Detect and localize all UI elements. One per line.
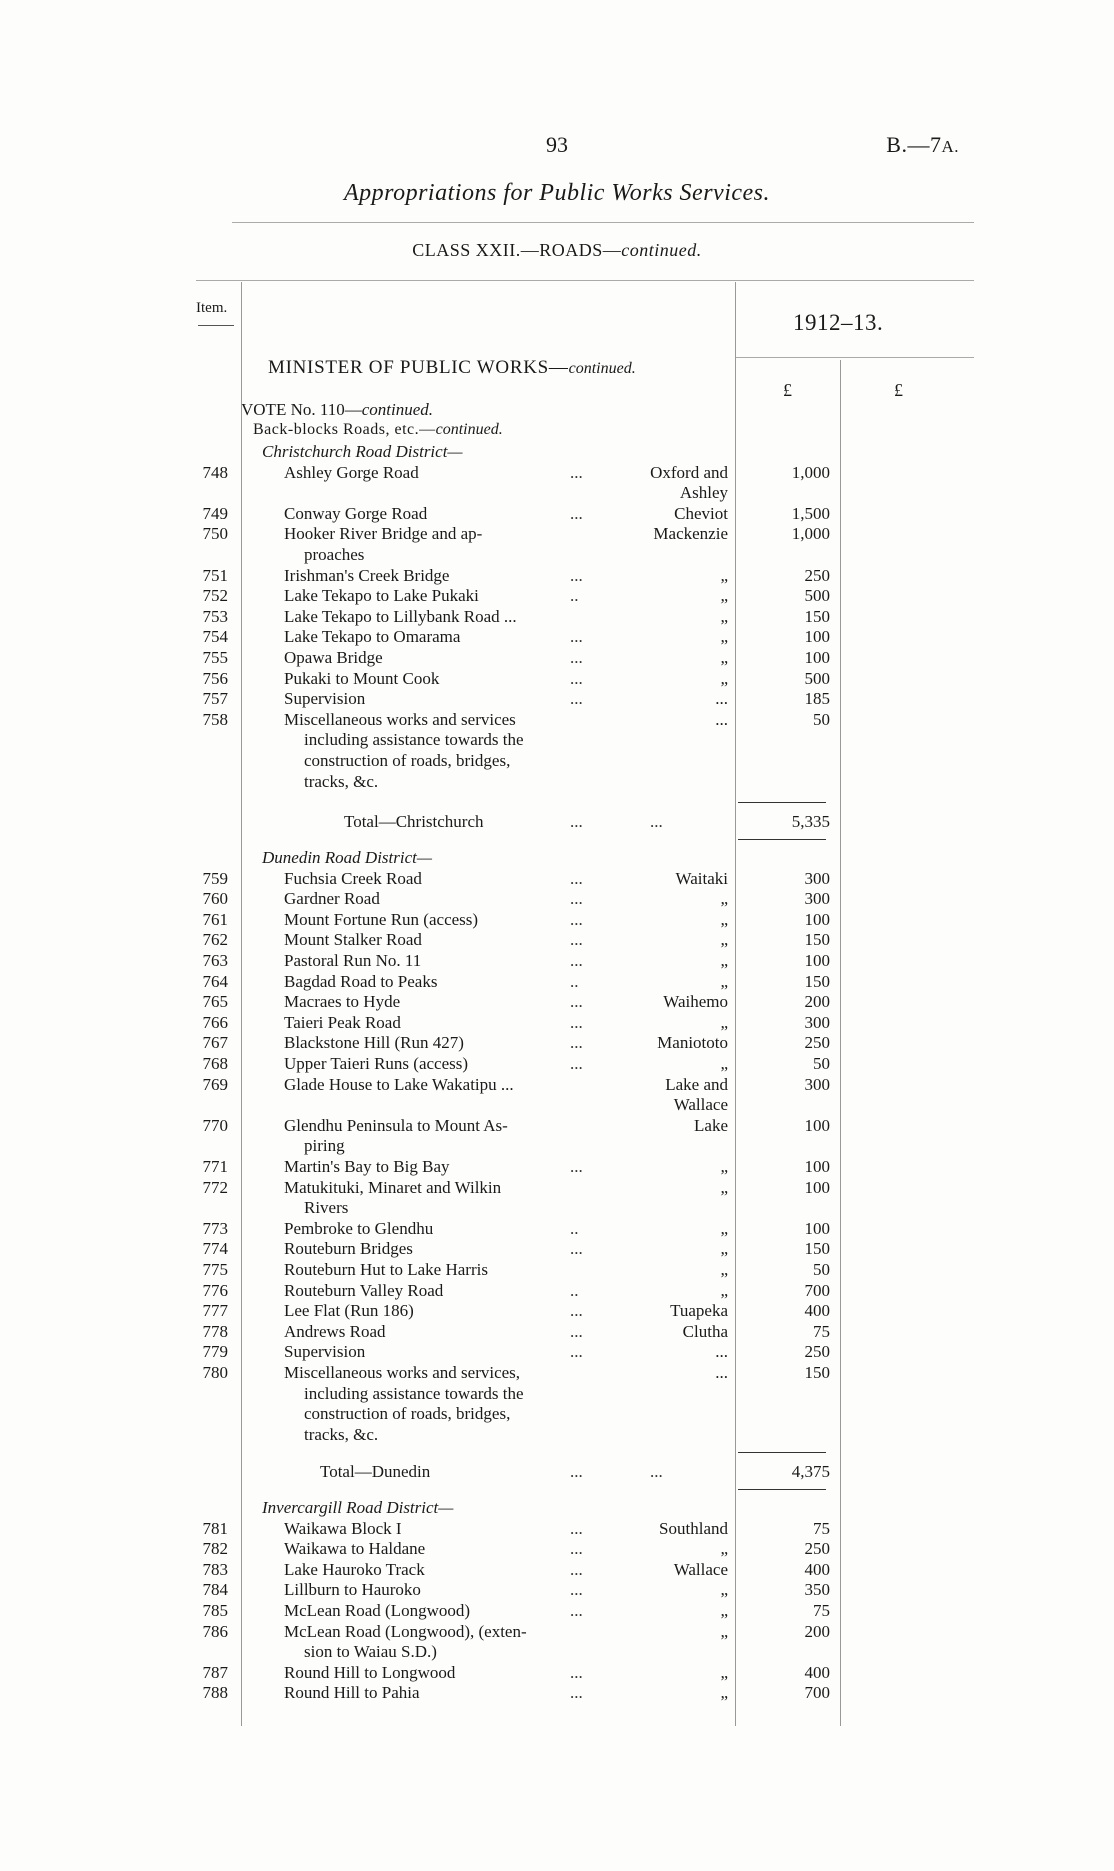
county-name: „ <box>720 648 728 667</box>
county-name: „ <box>720 1662 728 1682</box>
item-amount: 185 <box>804 689 830 709</box>
item-description: Macraes to Hyde <box>284 992 401 1012</box>
leader-dots: ... <box>650 812 663 831</box>
item-description: piring <box>304 1136 345 1156</box>
county-name: „ <box>720 1539 728 1559</box>
leader-dots: ... <box>570 1033 583 1053</box>
county-name: Clutha <box>682 1321 728 1341</box>
leader-dots: ... <box>570 648 583 667</box>
county-name: Cheviot <box>674 503 728 523</box>
leader-dots: ... <box>570 1601 583 1620</box>
item-number: 773 <box>202 1218 228 1238</box>
item-number: 786 <box>202 1621 228 1641</box>
pound-header-2: £ <box>894 380 903 400</box>
county-name: „ <box>720 1218 728 1238</box>
leader-dots: ... <box>570 565 583 585</box>
county-name: Ashley <box>679 483 728 503</box>
item-description: Andrews Road <box>284 1321 386 1341</box>
district-heading: Christchurch Road District— <box>262 442 463 461</box>
district-heading: Invercargill Road District— <box>262 1498 454 1517</box>
county-name: „ <box>720 1683 728 1703</box>
item-amount: 100 <box>804 1177 830 1197</box>
leader-dots: ... <box>570 462 583 482</box>
county-name: ... <box>715 709 728 729</box>
item-description: Lake Hauroko Track <box>284 1559 425 1579</box>
item-description: Glendhu Peninsula to Mount As- <box>284 1115 508 1135</box>
class-title-cont: continued. <box>621 240 702 260</box>
item-number: 770 <box>202 1115 228 1135</box>
item-amount: 500 <box>804 586 830 606</box>
leader-dots: ... <box>570 889 583 909</box>
item-amount: 150 <box>804 971 830 991</box>
leader-dots: ... <box>570 1054 583 1073</box>
item-amount: 100 <box>804 909 830 929</box>
item-description: including assistance towards the <box>304 730 524 750</box>
county-name: Lake and <box>665 1074 728 1094</box>
item-number: 775 <box>202 1260 228 1279</box>
item-number: 783 <box>202 1559 228 1579</box>
item-amount: 250 <box>804 1033 830 1053</box>
leader-dots: .. <box>570 1218 579 1238</box>
item-description: tracks, &c. <box>304 1424 379 1444</box>
county-name: ... <box>715 1342 728 1362</box>
item-number: 762 <box>202 930 228 950</box>
leader-dots: ... <box>570 1321 583 1341</box>
county-name: „ <box>720 1601 728 1620</box>
county-name: „ <box>720 565 728 585</box>
page-reference <box>886 132 959 158</box>
item-number: 778 <box>202 1321 228 1341</box>
item-number: 750 <box>202 524 228 544</box>
item-amount: 50 <box>813 1260 830 1279</box>
item-description: Rivers <box>304 1198 349 1218</box>
item-amount: 75 <box>813 1601 830 1620</box>
item-description: Round Hill to Longwood <box>284 1662 456 1682</box>
item-amount: 100 <box>804 627 830 647</box>
item-amount: 400 <box>804 1662 830 1682</box>
leader-dots: ... <box>570 627 583 647</box>
item-number: 767 <box>202 1033 228 1053</box>
ministry-heading <box>268 357 636 379</box>
item-description: Fuchsia Creek Road <box>284 868 422 888</box>
item-amount: 50 <box>813 1054 830 1073</box>
county-name: Wallace <box>673 1559 728 1579</box>
leader-dots: ... <box>570 909 583 929</box>
item-description: including assistance towards the <box>304 1383 524 1403</box>
page-title: Appropriations for Public Works Services. <box>343 180 771 206</box>
item-column-header: Item. <box>196 300 228 316</box>
item-number: 772 <box>202 1177 228 1197</box>
item-number: 757 <box>202 689 228 709</box>
county-name: „ <box>720 1260 728 1279</box>
back-blocks-cont: continued. <box>435 421 503 438</box>
county-name: Lake <box>694 1115 728 1135</box>
item-description: Gardner Road <box>284 889 380 909</box>
county-name: „ <box>720 930 728 950</box>
item-number: 782 <box>202 1539 228 1559</box>
leader-dots: .. <box>570 971 579 991</box>
item-description: sion to Waiau S.D.) <box>304 1642 437 1662</box>
leader-dots: .. <box>570 586 579 606</box>
leader-dots: ... <box>570 1012 583 1032</box>
item-description: tracks, &c. <box>304 771 379 791</box>
item-amount: 50 <box>813 709 830 729</box>
item-amount: 150 <box>804 1239 830 1259</box>
item-number: 749 <box>202 503 228 523</box>
county-name: „ <box>720 627 728 647</box>
class-title <box>0 240 1114 261</box>
county-name: „ <box>720 1580 728 1600</box>
vote-heading <box>241 400 433 420</box>
pound-header-1: £ <box>783 380 792 400</box>
item-number: 759 <box>202 868 228 888</box>
item-amount: 300 <box>804 868 830 888</box>
leader-dots: ... <box>570 1342 583 1362</box>
leader-dots: ... <box>570 868 583 888</box>
total-bottom-rule <box>738 839 826 840</box>
item-description: Lake Tekapo to Lillybank Road ... <box>284 606 517 626</box>
item-description: Matukituki, Minaret and Wilkin <box>284 1177 502 1197</box>
county-name: „ <box>720 1157 728 1176</box>
county-name: Southland <box>659 1518 728 1538</box>
leader-dots: ... <box>570 1662 583 1682</box>
item-amount: 150 <box>804 1363 830 1382</box>
leader-dots: ... <box>650 1462 663 1481</box>
leader-dots: ... <box>570 1301 583 1321</box>
vote-cont: continued. <box>361 400 434 419</box>
item-amount: 350 <box>804 1580 830 1600</box>
county-name: ... <box>715 689 728 709</box>
item-description: Miscellaneous works and services, <box>284 1363 521 1382</box>
item-amount: 300 <box>804 1074 830 1094</box>
item-number: 776 <box>202 1280 228 1300</box>
county-name: „ <box>720 1012 728 1032</box>
leader-dots: ... <box>570 1157 583 1176</box>
item-amount: 250 <box>804 1539 830 1559</box>
item-number: 765 <box>202 992 228 1012</box>
leader-dots: .. <box>570 1280 579 1300</box>
county-name: ... <box>715 1363 728 1382</box>
item-description: Pastoral Run No. 11 <box>284 951 422 970</box>
county-name: Maniototo <box>657 1033 728 1053</box>
item-description: Glade House to Lake Wakatipu ... <box>284 1074 514 1094</box>
leader-dots: ... <box>570 951 583 970</box>
leader-dots: ... <box>570 503 583 523</box>
item-amount: 300 <box>804 1012 830 1032</box>
item-description: Martin's Bay to Big Bay <box>284 1157 450 1176</box>
total-rule <box>738 1452 826 1453</box>
county-name: „ <box>720 889 728 909</box>
item-number: 781 <box>202 1518 228 1538</box>
item-description: Routeburn Valley Road <box>284 1280 444 1300</box>
back-blocks-heading <box>253 421 503 439</box>
item-amount: 150 <box>804 606 830 626</box>
county-name: „ <box>720 951 728 970</box>
item-number: 780 <box>202 1363 228 1382</box>
item-description: Waikawa to Haldane <box>284 1539 426 1559</box>
county-name: Mackenzie <box>653 524 728 544</box>
item-amount: 700 <box>804 1280 830 1300</box>
item-description: Opawa Bridge <box>284 648 383 667</box>
item-amount: 150 <box>804 930 830 950</box>
leader-dots: ... <box>570 1539 583 1559</box>
item-number: 785 <box>202 1601 228 1620</box>
total-rule <box>738 802 826 803</box>
item-number: 760 <box>202 889 228 909</box>
item-number: 764 <box>202 971 228 991</box>
item-description: Taieri Peak Road <box>284 1012 401 1032</box>
item-description: McLean Road (Longwood) <box>284 1601 471 1620</box>
item-description: Lee Flat (Run 186) <box>284 1301 414 1321</box>
county-name: „ <box>720 586 728 606</box>
item-amount: 250 <box>804 1342 830 1362</box>
vote-label: VOTE No. 110— <box>241 400 362 419</box>
county-name: Tuapeka <box>670 1301 728 1321</box>
item-description: Pukaki to Mount Cook <box>284 668 440 688</box>
county-name: „ <box>720 1280 728 1300</box>
item-description: Routeburn Bridges <box>284 1239 413 1259</box>
item-description: Blackstone Hill (Run 427) <box>284 1033 464 1053</box>
leader-dots: ... <box>570 1580 583 1600</box>
leader-dots: ... <box>570 668 583 688</box>
item-amount: 1,000 <box>791 462 830 482</box>
item-amount: 100 <box>804 1115 830 1135</box>
total-bottom-rule <box>738 1489 826 1490</box>
item-number: 748 <box>202 462 228 482</box>
county-name: Waitaki <box>675 868 728 888</box>
item-description: Routeburn Hut to Lake Harris <box>284 1260 488 1279</box>
leader-dots: ... <box>570 1559 583 1579</box>
total-column-divider <box>840 360 841 1726</box>
item-amount: 75 <box>813 1518 830 1538</box>
total-amount: 5,335 <box>791 812 830 831</box>
item-number: 777 <box>202 1301 228 1321</box>
item-number: 754 <box>202 627 228 647</box>
item-amount: 700 <box>804 1683 830 1703</box>
item-number: 788 <box>202 1683 228 1703</box>
county-name: „ <box>720 909 728 929</box>
item-number: 756 <box>202 668 228 688</box>
item-description: Bagdad Road to Peaks <box>284 971 438 991</box>
table-top-rule <box>196 280 974 281</box>
ministry-label: MINISTER OF PUBLIC WORKS— <box>268 357 569 378</box>
item-number: 761 <box>202 909 228 929</box>
item-amount: 300 <box>804 889 830 909</box>
item-description: construction of roads, bridges, <box>304 1404 511 1424</box>
item-description: Lake Tekapo to Omarama <box>284 627 461 647</box>
item-number: 769 <box>202 1074 228 1094</box>
year-column-header: 1912–13. <box>793 310 884 335</box>
class-title-label: CLASS XXII.—ROADS— <box>412 240 622 260</box>
item-description: Pembroke to Glendhu <box>284 1218 434 1238</box>
county-name: „ <box>720 1621 728 1641</box>
page-number: 93 <box>546 132 568 157</box>
item-description: Lillburn to Hauroko <box>284 1580 421 1600</box>
title-rule <box>232 222 974 223</box>
leader-dots: ... <box>570 1239 583 1259</box>
item-amount: 100 <box>804 951 830 970</box>
item-description: McLean Road (Longwood), (exten- <box>284 1621 527 1641</box>
item-description: Conway Gorge Road <box>284 503 428 523</box>
item-number: 755 <box>202 648 228 667</box>
item-amount: 100 <box>804 648 830 667</box>
county-name: Oxford and <box>650 462 728 482</box>
item-number: 768 <box>202 1054 228 1073</box>
county-name: Wallace <box>673 1095 728 1115</box>
item-number: 771 <box>202 1157 228 1176</box>
county-name: „ <box>720 1177 728 1197</box>
item-description: Miscellaneous works and services <box>284 709 516 729</box>
item-amount: 500 <box>804 668 830 688</box>
item-description: Supervision <box>284 1342 366 1362</box>
item-number: 766 <box>202 1012 228 1032</box>
item-description: construction of roads, bridges, <box>304 751 511 770</box>
page-ref-suffix: A. <box>941 137 959 156</box>
total-label: Total—Dunedin <box>320 1462 431 1481</box>
item-number: 779 <box>202 1342 228 1362</box>
leader-dots: ... <box>570 930 583 950</box>
leader-dots: ... <box>570 812 583 831</box>
item-amount: 400 <box>804 1559 830 1579</box>
item-header-underline <box>198 325 234 326</box>
item-description: Irishman's Creek Bridge <box>284 565 450 585</box>
leader-dots: ... <box>570 992 583 1012</box>
item-number: 784 <box>202 1580 228 1600</box>
item-amount: 1,000 <box>791 524 830 544</box>
county-name: Waihemo <box>663 992 728 1012</box>
item-amount: 75 <box>813 1321 830 1341</box>
item-description: Ashley Gorge Road <box>284 462 419 482</box>
leader-dots: ... <box>570 1518 583 1538</box>
item-description: proaches <box>304 545 365 564</box>
item-number: 787 <box>202 1662 228 1682</box>
leader-dots: ... <box>570 1462 583 1481</box>
item-number: 758 <box>202 709 228 729</box>
ministry-cont: continued. <box>568 360 636 377</box>
item-description: Upper Taieri Runs (access) <box>284 1054 469 1073</box>
county-name: „ <box>720 971 728 991</box>
item-description: Round Hill to Pahia <box>284 1683 420 1703</box>
back-blocks-label: Back-blocks Roads, etc.— <box>253 421 436 438</box>
county-name: „ <box>720 1239 728 1259</box>
item-column-divider <box>241 282 242 1726</box>
county-name: „ <box>720 668 728 688</box>
item-description: Hooker River Bridge and ap- <box>284 524 483 544</box>
total-amount: 4,375 <box>791 1462 830 1481</box>
item-description: Mount Fortune Run (access) <box>284 909 479 929</box>
item-amount: 250 <box>804 565 830 585</box>
district-heading: Dunedin Road District— <box>262 848 432 867</box>
item-number: 774 <box>202 1239 228 1259</box>
leader-dots: ... <box>570 1683 583 1703</box>
item-amount: 100 <box>804 1157 830 1176</box>
item-number: 753 <box>202 606 228 626</box>
item-description: Mount Stalker Road <box>284 930 422 950</box>
item-amount: 400 <box>804 1301 830 1321</box>
leader-dots: ... <box>570 689 583 709</box>
item-amount: 200 <box>804 992 830 1012</box>
item-amount: 200 <box>804 1621 830 1641</box>
item-description: Waikawa Block I <box>284 1518 402 1538</box>
item-number: 763 <box>202 951 228 970</box>
page-ref-main: B.—7 <box>886 132 942 157</box>
county-name: „ <box>720 1054 728 1073</box>
county-name: „ <box>720 606 728 626</box>
item-number: 751 <box>202 565 228 585</box>
item-description: Supervision <box>284 689 366 709</box>
year-header-underline <box>735 357 974 358</box>
item-amount: 1,500 <box>791 503 830 523</box>
item-number: 752 <box>202 586 228 606</box>
total-label: Total—Christchurch <box>344 812 484 831</box>
item-description: Lake Tekapo to Lake Pukaki <box>284 586 479 606</box>
item-amount: 100 <box>804 1218 830 1238</box>
